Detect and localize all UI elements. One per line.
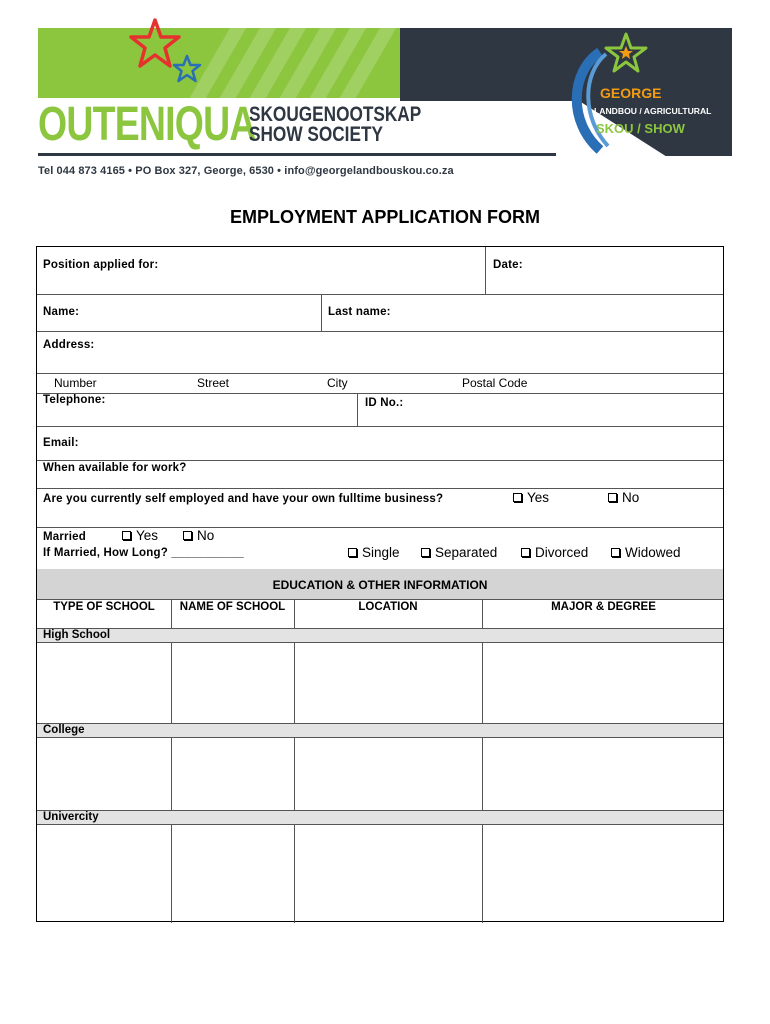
married-yes-text: Yes bbox=[136, 528, 159, 543]
address-city-label: City bbox=[327, 376, 348, 390]
emblem-line1: GEORGE bbox=[600, 85, 662, 101]
last-name-label: Last name: bbox=[328, 306, 391, 318]
self-employed-no-option[interactable] bbox=[608, 490, 639, 505]
section-univercity-label: Univercity bbox=[43, 811, 99, 823]
self-employed-question: Are you currently self employed and have your own fulltime business? bbox=[43, 493, 444, 505]
checkbox-icon[interactable] bbox=[608, 493, 617, 502]
logo-main-text: OUTENIQUA bbox=[38, 98, 256, 151]
checkbox-icon[interactable] bbox=[122, 531, 131, 540]
date-label: Date: bbox=[493, 259, 523, 271]
married-no-option[interactable] bbox=[183, 528, 214, 543]
application-form bbox=[36, 246, 724, 922]
status-divorced-option[interactable] bbox=[521, 545, 588, 560]
emblem-line2: LANDBOU / AGRICULTURAL bbox=[594, 106, 712, 116]
form-title: EMPLOYMENT APPLICATION FORM bbox=[230, 207, 540, 227]
column-location: LOCATION bbox=[358, 601, 418, 613]
id-number-label: ID No.: bbox=[365, 397, 404, 409]
section-univercity bbox=[37, 810, 723, 825]
emblem-line3: SKOU / SHOW bbox=[596, 121, 685, 136]
status-separated-option[interactable] bbox=[421, 545, 497, 560]
checkbox-icon[interactable] bbox=[521, 548, 530, 557]
status-separated-text: Separated bbox=[435, 545, 498, 560]
address-street-label: Street bbox=[197, 376, 230, 390]
checkbox-icon[interactable] bbox=[183, 531, 192, 540]
self-employed-yes-text: Yes bbox=[527, 490, 550, 505]
logo-line1: SKOUGENOOTSKAP bbox=[249, 103, 422, 126]
checkbox-icon[interactable] bbox=[348, 548, 357, 557]
checkbox-icon[interactable] bbox=[611, 548, 620, 557]
george-show-emblem bbox=[560, 32, 712, 152]
address-postal-code-label: Postal Code bbox=[462, 376, 528, 390]
position-label: Position applied for: bbox=[43, 259, 159, 271]
checkbox-icon[interactable] bbox=[513, 493, 522, 502]
email-label: Email: bbox=[43, 437, 79, 449]
society-logo bbox=[38, 98, 459, 151]
blue-star-icon bbox=[172, 55, 202, 83]
telephone-label: Telephone: bbox=[43, 394, 106, 406]
status-divorced-text: Divorced bbox=[535, 545, 589, 560]
section-high-school bbox=[37, 628, 723, 643]
name-label: Name: bbox=[43, 306, 80, 318]
section-college bbox=[37, 723, 723, 738]
header-divider bbox=[38, 153, 556, 156]
address-number-label: Number bbox=[54, 376, 97, 390]
married-yes-option[interactable] bbox=[122, 528, 158, 543]
self-employed-yes-option[interactable] bbox=[513, 490, 549, 505]
status-single-option[interactable] bbox=[348, 545, 400, 560]
contact-line: Tel 044 873 4165 • PO Box 327, George, 6530 • info@georgelandbouskou.co.za bbox=[38, 165, 454, 177]
status-widowed-option[interactable] bbox=[611, 545, 681, 560]
status-single-text: Single bbox=[362, 545, 400, 560]
column-major-degree: MAJOR & DEGREE bbox=[551, 601, 656, 613]
status-widowed-text: Widowed bbox=[625, 545, 681, 560]
address-label: Address: bbox=[43, 339, 95, 351]
education-title: EDUCATION & OTHER INFORMATION bbox=[272, 578, 488, 592]
available-label: When available for work? bbox=[43, 462, 187, 474]
section-college-label: College bbox=[43, 724, 85, 736]
married-label: Married bbox=[43, 531, 86, 543]
column-type-of-school: TYPE OF SCHOOL bbox=[53, 601, 155, 613]
section-high-school-label: High School bbox=[43, 629, 111, 641]
header-green-banner bbox=[38, 28, 408, 98]
married-no-text: No bbox=[197, 528, 215, 543]
self-employed-no-text: No bbox=[622, 490, 640, 505]
married-how-long-label: If Married, How Long? ___________ bbox=[43, 547, 244, 559]
column-name-of-school: NAME OF SCHOOL bbox=[179, 601, 286, 613]
checkbox-icon[interactable] bbox=[421, 548, 430, 557]
logo-line2: SHOW SOCIETY bbox=[249, 123, 383, 146]
